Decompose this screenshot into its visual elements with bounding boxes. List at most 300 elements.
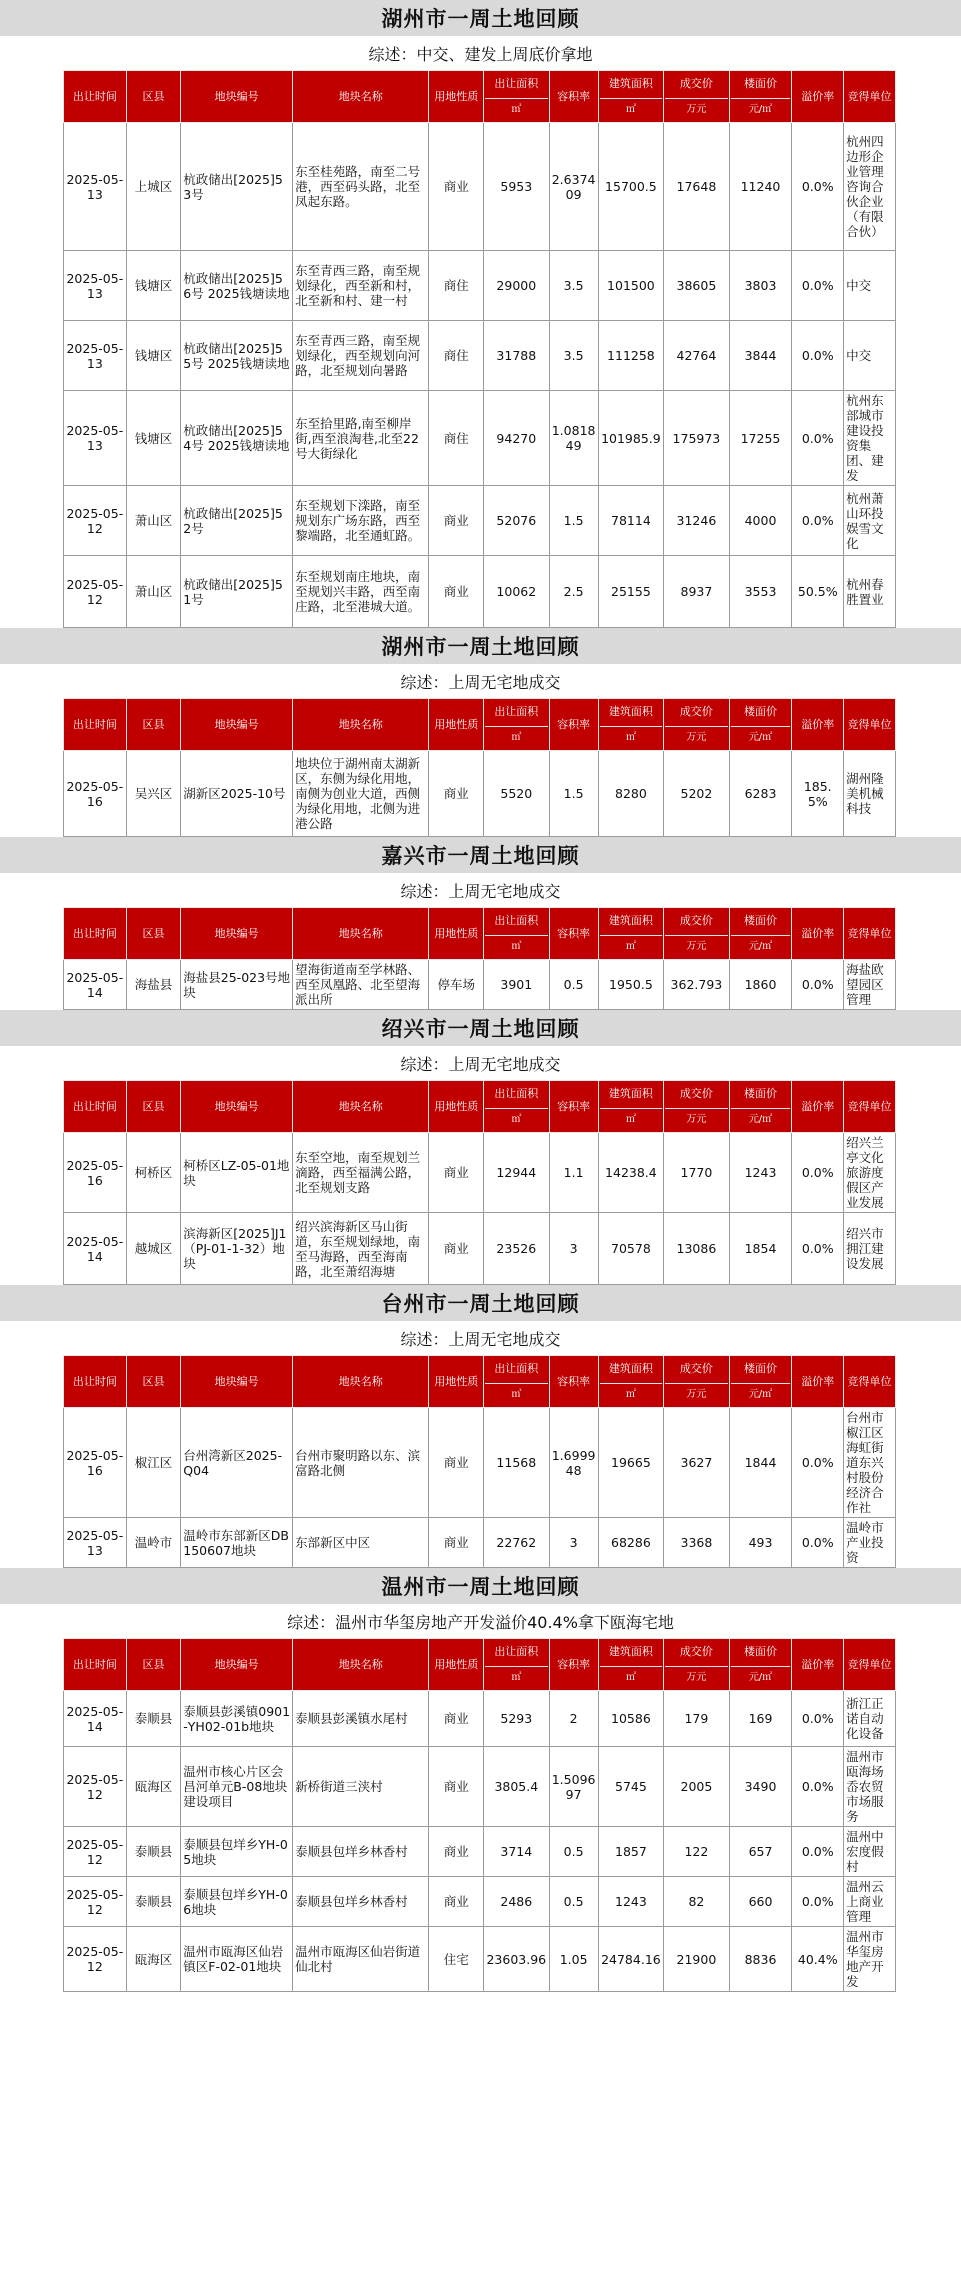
table-row [64,960,896,1010]
header-build [598,1081,664,1133]
header-label: 建筑面积 [608,914,653,927]
cell-name: 泰顺县包垟乡林香村 [293,1827,429,1877]
header-unit: ㎡ [485,726,548,744]
header-premium: 溢价率 [792,908,844,960]
cell-name: 东部新区中区 [293,1518,429,1568]
cell-name: 新桥街道三浃村 [293,1747,429,1827]
cell-name: 东至拾里路,南至柳岸街,西至浪淘巷,北至22号大街绿化 [293,391,429,486]
header-unit: 万元 [665,726,728,744]
land-table [63,907,896,1010]
header-district: 区县 [126,699,181,751]
cell-far: 3.5 [549,251,598,321]
header-date: 出让时间 [64,699,127,751]
cell-district: 钱塘区 [126,321,181,391]
cell-code: 泰顺县彭溪镇0901-YH02-01b地块 [181,1691,293,1747]
header-use: 用地性质 [429,908,484,960]
header-build [598,1356,664,1408]
cell-winner: 温州市华玺房地产开发 [844,1927,896,1992]
cell-floor: 3490 [729,1747,792,1827]
header-use: 用地性质 [429,1639,484,1691]
header-price [664,699,730,751]
cell-area: 5293 [484,1691,550,1747]
header-winner: 竞得单位 [844,908,896,960]
cell-far: 2 [549,1691,598,1747]
cell-price: 3627 [664,1408,730,1518]
land-table [63,1638,896,1992]
cell-code: 温州市核心片区会昌河单元B-08地块建设项目 [181,1747,293,1827]
header-floor [729,908,792,960]
section-title: 湖州市一周土地回顾 [0,0,961,36]
cell-build: 25155 [598,556,664,628]
cell-code: 杭政储出[2025]55号 2025钱塘读地 [181,321,293,391]
header-label: 建筑面积 [608,77,653,90]
cell-price: 122 [664,1827,730,1877]
cell-floor: 660 [729,1877,792,1927]
header-use: 用地性质 [429,1081,484,1133]
cell-code: 柯桥区LZ-05-01地块 [181,1133,293,1213]
section-summary: 综述：上周无宅地成交 [400,672,561,692]
header-price [664,1356,730,1408]
cell-floor: 6283 [729,751,792,837]
cell-use: 商业 [429,1747,484,1827]
table-row [64,556,896,628]
header-district: 区县 [126,1639,181,1691]
header-code: 地块编号 [181,1081,293,1133]
header-label: 楼面价 [744,914,777,927]
header-label: 成交价 [679,705,713,718]
cell-premium: 0.0% [792,1827,844,1877]
cell-district: 海盐县 [126,960,181,1010]
table-row [64,1827,896,1877]
header-label: 建筑面积 [608,1087,653,1100]
land-table [63,70,896,628]
cell-build: 1950.5 [598,960,664,1010]
cell-far: 0.5 [549,960,598,1010]
header-price [664,71,730,123]
header-label: 建筑面积 [608,1362,653,1375]
header-label: 出让面积 [494,914,539,927]
header-winner: 竞得单位 [844,1081,896,1133]
cell-code: 杭政储出[2025]51号 [181,556,293,628]
header-unit: 万元 [665,98,728,116]
header-date: 出让时间 [64,71,127,123]
cell-use: 商住 [429,321,484,391]
cell-far: 1.5 [549,486,598,556]
header-label: 楼面价 [744,1087,777,1100]
header-code: 地块编号 [181,908,293,960]
cell-build: 1243 [598,1877,664,1927]
cell-date: 2025-05-14 [64,960,127,1010]
cell-winner: 海盐欧望园区管理 [844,960,896,1010]
cell-area: 3805.4 [484,1747,550,1827]
header-label: 楼面价 [744,1362,777,1375]
table-row [64,1213,896,1285]
cell-district: 泰顺县 [126,1827,181,1877]
cell-date: 2025-05-12 [64,556,127,628]
header-label: 出让面积 [494,1645,539,1658]
header-name: 地块名称 [293,1639,429,1691]
cell-area: 5520 [484,751,550,837]
cell-area: 5953 [484,123,550,251]
table-row [64,391,896,486]
header-label: 成交价 [679,1645,713,1658]
table-row [64,1518,896,1568]
header-name: 地块名称 [293,908,429,960]
cell-far: 2.637409 [549,123,598,251]
cell-floor: 657 [729,1827,792,1877]
cell-price: 362.793 [664,960,730,1010]
cell-winner: 温州中宏度假村 [844,1827,896,1877]
cell-name: 东至规划南庄地块，南至规划兴丰路，西至南庄路，北至港城大道。 [293,556,429,628]
header-unit: 万元 [665,935,728,953]
header-area [484,699,550,751]
table-header-row [64,699,896,751]
cell-price: 31246 [664,486,730,556]
cell-use: 商业 [429,123,484,251]
cell-code: 温岭市东部新区DB150607地块 [181,1518,293,1568]
header-premium: 溢价率 [792,699,844,751]
cell-code: 杭政储出[2025]54号 2025钱塘读地 [181,391,293,486]
cell-date: 2025-05-12 [64,1927,127,1992]
cell-name: 望海街道南至学林路、西至凤凰路、北至望海派出所 [293,960,429,1010]
header-winner: 竞得单位 [844,1356,896,1408]
header-area [484,1356,550,1408]
cell-premium: 0.0% [792,1518,844,1568]
header-price [664,908,730,960]
cell-winner: 杭州萧山环投娱雪文化 [844,486,896,556]
header-unit: ㎡ [485,98,548,116]
section-title: 台州市一周土地回顾 [0,1285,961,1321]
section-title: 湖州市一周土地回顾 [0,628,961,664]
cell-premium: 0.0% [792,960,844,1010]
cell-code: 泰顺县包垟乡YH-06地块 [181,1877,293,1927]
header-code: 地块编号 [181,699,293,751]
header-use: 用地性质 [429,1356,484,1408]
header-label: 成交价 [679,77,713,90]
cell-area: 31788 [484,321,550,391]
cell-area: 3901 [484,960,550,1010]
cell-premium: 185.5% [792,751,844,837]
cell-date: 2025-05-14 [64,1213,127,1285]
cell-area: 12944 [484,1133,550,1213]
cell-district: 温岭市 [126,1518,181,1568]
cell-use: 商业 [429,1518,484,1568]
cell-price: 3368 [664,1518,730,1568]
cell-use: 商业 [429,751,484,837]
cell-winner: 浙江正诺自动化设备 [844,1691,896,1747]
cell-district: 瓯海区 [126,1747,181,1827]
cell-district: 椒江区 [126,1408,181,1518]
cell-build: 101500 [598,251,664,321]
cell-area: 2486 [484,1877,550,1927]
cell-date: 2025-05-13 [64,251,127,321]
cell-premium: 0.0% [792,1877,844,1927]
section-3 [0,1010,961,1285]
cell-area: 22762 [484,1518,550,1568]
cell-date: 2025-05-12 [64,1747,127,1827]
cell-floor: 3844 [729,321,792,391]
cell-price: 42764 [664,321,730,391]
header-code: 地块编号 [181,71,293,123]
cell-date: 2025-05-16 [64,1408,127,1518]
cell-floor: 11240 [729,123,792,251]
cell-floor: 1243 [729,1133,792,1213]
cell-area: 3714 [484,1827,550,1877]
cell-premium: 0.0% [792,391,844,486]
cell-use: 商业 [429,1691,484,1747]
header-unit: ㎡ [485,935,548,953]
table-row [64,1877,896,1927]
header-unit: 元/㎡ [731,1666,791,1684]
section-2 [0,837,961,1010]
cell-use: 商住 [429,251,484,321]
cell-district: 萧山区 [126,486,181,556]
cell-premium: 0.0% [792,123,844,251]
header-unit: ㎡ [485,1666,548,1684]
header-district: 区县 [126,71,181,123]
cell-district: 柯桥区 [126,1133,181,1213]
header-premium: 溢价率 [792,1356,844,1408]
table-row [64,321,896,391]
cell-premium: 0.0% [792,1213,844,1285]
cell-name: 东至规划下滦路，南至规划东广场东路，西至黎端路，北至通虹路。 [293,486,429,556]
cell-area: 23603.96 [484,1927,550,1992]
cell-build: 10586 [598,1691,664,1747]
header-unit: 元/㎡ [731,98,791,116]
cell-date: 2025-05-12 [64,1877,127,1927]
cell-far: 2.5 [549,556,598,628]
header-district: 区县 [126,1081,181,1133]
cell-build: 5745 [598,1747,664,1827]
cell-build: 68286 [598,1518,664,1568]
cell-price: 13086 [664,1213,730,1285]
section-summary: 综述：温州市华玺房地产开发溢价40.4%拿下瓯海宅地 [287,1612,674,1632]
header-date: 出让时间 [64,1639,127,1691]
cell-winner: 中交 [844,321,896,391]
cell-date: 2025-05-13 [64,123,127,251]
section-1 [0,628,961,837]
header-floor [729,699,792,751]
header-label: 成交价 [679,1087,713,1100]
cell-price: 38605 [664,251,730,321]
cell-price: 21900 [664,1927,730,1992]
cell-premium: 0.0% [792,486,844,556]
header-name: 地块名称 [293,699,429,751]
header-label: 成交价 [679,914,713,927]
cell-winner: 杭州东部城市建设投资集团、建发 [844,391,896,486]
cell-district: 钱塘区 [126,251,181,321]
header-unit: ㎡ [600,935,663,953]
cell-price: 82 [664,1877,730,1927]
cell-floor: 4000 [729,486,792,556]
cell-use: 商业 [429,556,484,628]
cell-date: 2025-05-13 [64,391,127,486]
cell-floor: 493 [729,1518,792,1568]
cell-use: 商业 [429,486,484,556]
cell-price: 5202 [664,751,730,837]
cell-build: 24784.16 [598,1927,664,1992]
cell-build: 70578 [598,1213,664,1285]
header-district: 区县 [126,1356,181,1408]
cell-far: 0.5 [549,1827,598,1877]
table-row [64,1408,896,1518]
section-summary: 综述：上周无宅地成交 [400,1054,561,1074]
header-label: 楼面价 [744,1645,777,1658]
cell-date: 2025-05-16 [64,1133,127,1213]
table-header-row [64,908,896,960]
cell-far: 0.5 [549,1877,598,1927]
cell-name: 东至桂苑路，南至二号港，西至码头路，北至凤起东路。 [293,123,429,251]
header-winner: 竞得单位 [844,1639,896,1691]
cell-premium: 0.0% [792,1747,844,1827]
cell-use: 住宅 [429,1927,484,1992]
cell-use: 商业 [429,1877,484,1927]
header-area [484,1639,550,1691]
header-unit: ㎡ [485,1383,548,1401]
table-row [64,1691,896,1747]
cell-far: 1.5 [549,751,598,837]
cell-date: 2025-05-14 [64,1691,127,1747]
cell-premium: 0.0% [792,1408,844,1518]
header-use: 用地性质 [429,699,484,751]
header-floor [729,1356,792,1408]
cell-build: 101985.9 [598,391,664,486]
cell-price: 179 [664,1691,730,1747]
header-premium: 溢价率 [792,1081,844,1133]
cell-area: 29000 [484,251,550,321]
cell-premium: 0.0% [792,1133,844,1213]
cell-code: 泰顺县包垟乡YH-05地块 [181,1827,293,1877]
cell-build: 1857 [598,1827,664,1877]
header-far: 容积率 [549,908,598,960]
section-title: 嘉兴市一周土地回顾 [0,837,961,873]
header-date: 出让时间 [64,1356,127,1408]
cell-name: 泰顺县包垟乡林香村 [293,1877,429,1927]
cell-area: 94270 [484,391,550,486]
cell-floor: 3553 [729,556,792,628]
header-unit: ㎡ [600,1383,663,1401]
header-build [598,908,664,960]
cell-far: 1.1 [549,1133,598,1213]
cell-winner: 台州市椒江区海虹街道东兴村股份经济合作社 [844,1408,896,1518]
cell-winner: 中交 [844,251,896,321]
cell-use: 商业 [429,1213,484,1285]
cell-floor: 1854 [729,1213,792,1285]
section-title: 绍兴市一周土地回顾 [0,1010,961,1046]
header-name: 地块名称 [293,1356,429,1408]
header-far: 容积率 [549,71,598,123]
header-premium: 溢价率 [792,1639,844,1691]
cell-date: 2025-05-16 [64,751,127,837]
header-far: 容积率 [549,1639,598,1691]
cell-premium: 0.0% [792,321,844,391]
cell-build: 14238.4 [598,1133,664,1213]
cell-winner: 温岭市产业投资 [844,1518,896,1568]
cell-district: 瓯海区 [126,1927,181,1992]
header-code: 地块编号 [181,1356,293,1408]
cell-date: 2025-05-12 [64,486,127,556]
table-row [64,751,896,837]
table-header-row [64,71,896,123]
cell-code: 台州湾新区2025-Q04 [181,1408,293,1518]
table-row [64,251,896,321]
cell-use: 商住 [429,391,484,486]
cell-floor: 1860 [729,960,792,1010]
cell-premium: 0.0% [792,1691,844,1747]
cell-price: 17648 [664,123,730,251]
header-unit: ㎡ [485,1108,548,1126]
header-label: 楼面价 [744,77,777,90]
header-far: 容积率 [549,1081,598,1133]
land-table [63,1080,896,1285]
cell-district: 泰顺县 [126,1691,181,1747]
cell-floor: 3803 [729,251,792,321]
header-district: 区县 [126,908,181,960]
header-area [484,1081,550,1133]
header-label: 建筑面积 [608,1645,653,1658]
header-floor [729,1639,792,1691]
header-floor [729,1081,792,1133]
header-unit: 万元 [665,1666,728,1684]
cell-price: 175973 [664,391,730,486]
cell-area: 23526 [484,1213,550,1285]
cell-winner: 杭州四边形企业管理咨询合伙企业（有限合伙） [844,123,896,251]
cell-date: 2025-05-13 [64,321,127,391]
cell-date: 2025-05-13 [64,1518,127,1568]
header-area [484,908,550,960]
header-name: 地块名称 [293,71,429,123]
cell-floor: 8836 [729,1927,792,1992]
cell-use: 商业 [429,1133,484,1213]
header-unit: 元/㎡ [731,1383,791,1401]
header-price [664,1639,730,1691]
cell-premium: 50.5% [792,556,844,628]
header-build [598,71,664,123]
cell-district: 越城区 [126,1213,181,1285]
header-premium: 溢价率 [792,71,844,123]
cell-build: 19665 [598,1408,664,1518]
header-label: 出让面积 [494,77,539,90]
cell-price: 2005 [664,1747,730,1827]
cell-winner: 温州市瓯海场岙农贸市场服务 [844,1747,896,1827]
table-row [64,123,896,251]
cell-build: 8280 [598,751,664,837]
table-header-row [64,1356,896,1408]
table-header-row [64,1081,896,1133]
cell-far: 1.509697 [549,1747,598,1827]
header-code: 地块编号 [181,1639,293,1691]
cell-use: 商业 [429,1827,484,1877]
header-unit: 万元 [665,1383,728,1401]
cell-winner: 绍兴市拥江建设发展 [844,1213,896,1285]
header-use: 用地性质 [429,71,484,123]
header-label: 出让面积 [494,705,539,718]
header-label: 出让面积 [494,1087,539,1100]
section-summary: 综述：上周无宅地成交 [400,881,561,901]
cell-price: 1770 [664,1133,730,1213]
cell-name: 台州市聚明路以东、滨富路北侧 [293,1408,429,1518]
header-unit: 元/㎡ [731,1108,791,1126]
cell-winner: 杭州春胜置业 [844,556,896,628]
table-row [64,486,896,556]
cell-area: 11568 [484,1408,550,1518]
section-title: 温州市一周土地回顾 [0,1568,961,1604]
table-row [64,1927,896,1992]
header-build [598,699,664,751]
header-unit: ㎡ [600,726,663,744]
section-0 [0,0,961,628]
header-date: 出让时间 [64,908,127,960]
